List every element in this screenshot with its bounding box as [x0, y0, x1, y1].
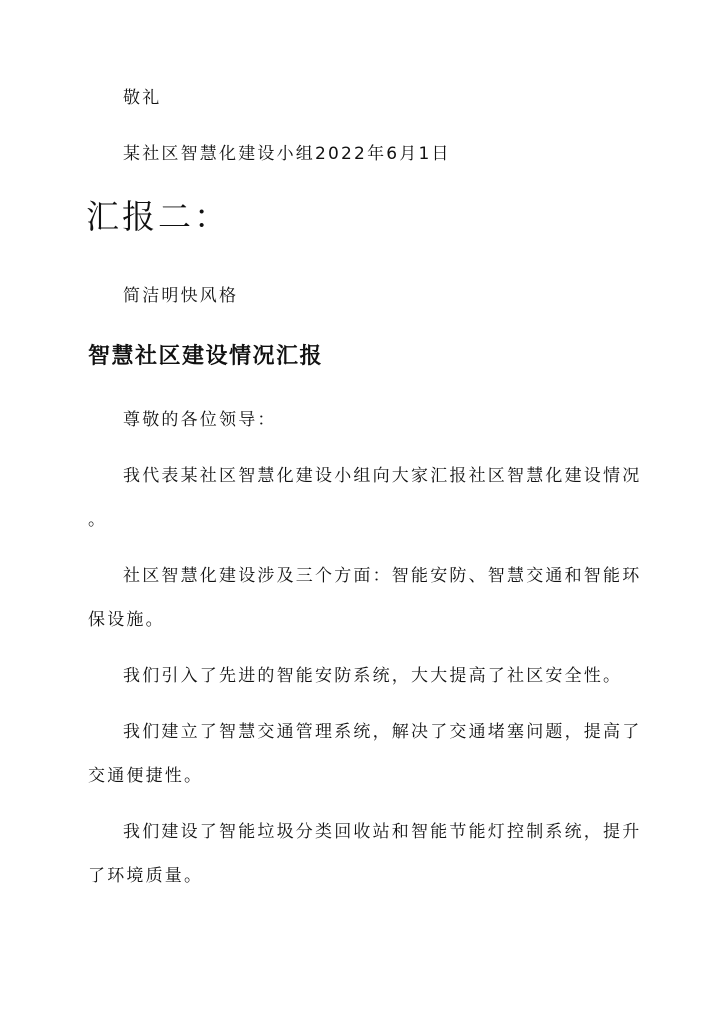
paragraph-4-line-2: 交通便捷性。 [88, 766, 204, 786]
style-note: 简洁明快风格 [123, 286, 239, 306]
section-heading: 汇报二： [86, 197, 230, 236]
signature-text: 某社区智慧化建设小组2022年6月1日 [123, 144, 451, 164]
paragraph-5-line-2: 了环境质量。 [88, 866, 204, 886]
paragraph-2-line-1: 社区智慧化建设涉及三个方面：智能安防、智慧交通和智能环 [123, 566, 642, 586]
report-title: 智慧社区建设情况汇报 [88, 344, 324, 369]
closing-text: 敬礼 [123, 88, 162, 108]
salutation: 尊敬的各位领导： [123, 410, 277, 430]
paragraph-1-line-1: 我代表某社区智慧化建设小组向大家汇报社区智慧化建设情况 [123, 466, 642, 486]
paragraph-2-line-2: 保设施。 [88, 610, 165, 630]
paragraph-4-line-1: 我们建立了智慧交通管理系统，解决了交通堵塞问题，提高了 [123, 722, 642, 742]
paragraph-5-line-1: 我们建设了智能垃圾分类回收站和智能节能灯控制系统，提升 [123, 822, 642, 842]
paragraph-1-line-2: 。 [88, 510, 108, 530]
paragraph-3-line-1: 我们引入了先进的智能安防系统，大大提高了社区安全性。 [123, 666, 623, 686]
